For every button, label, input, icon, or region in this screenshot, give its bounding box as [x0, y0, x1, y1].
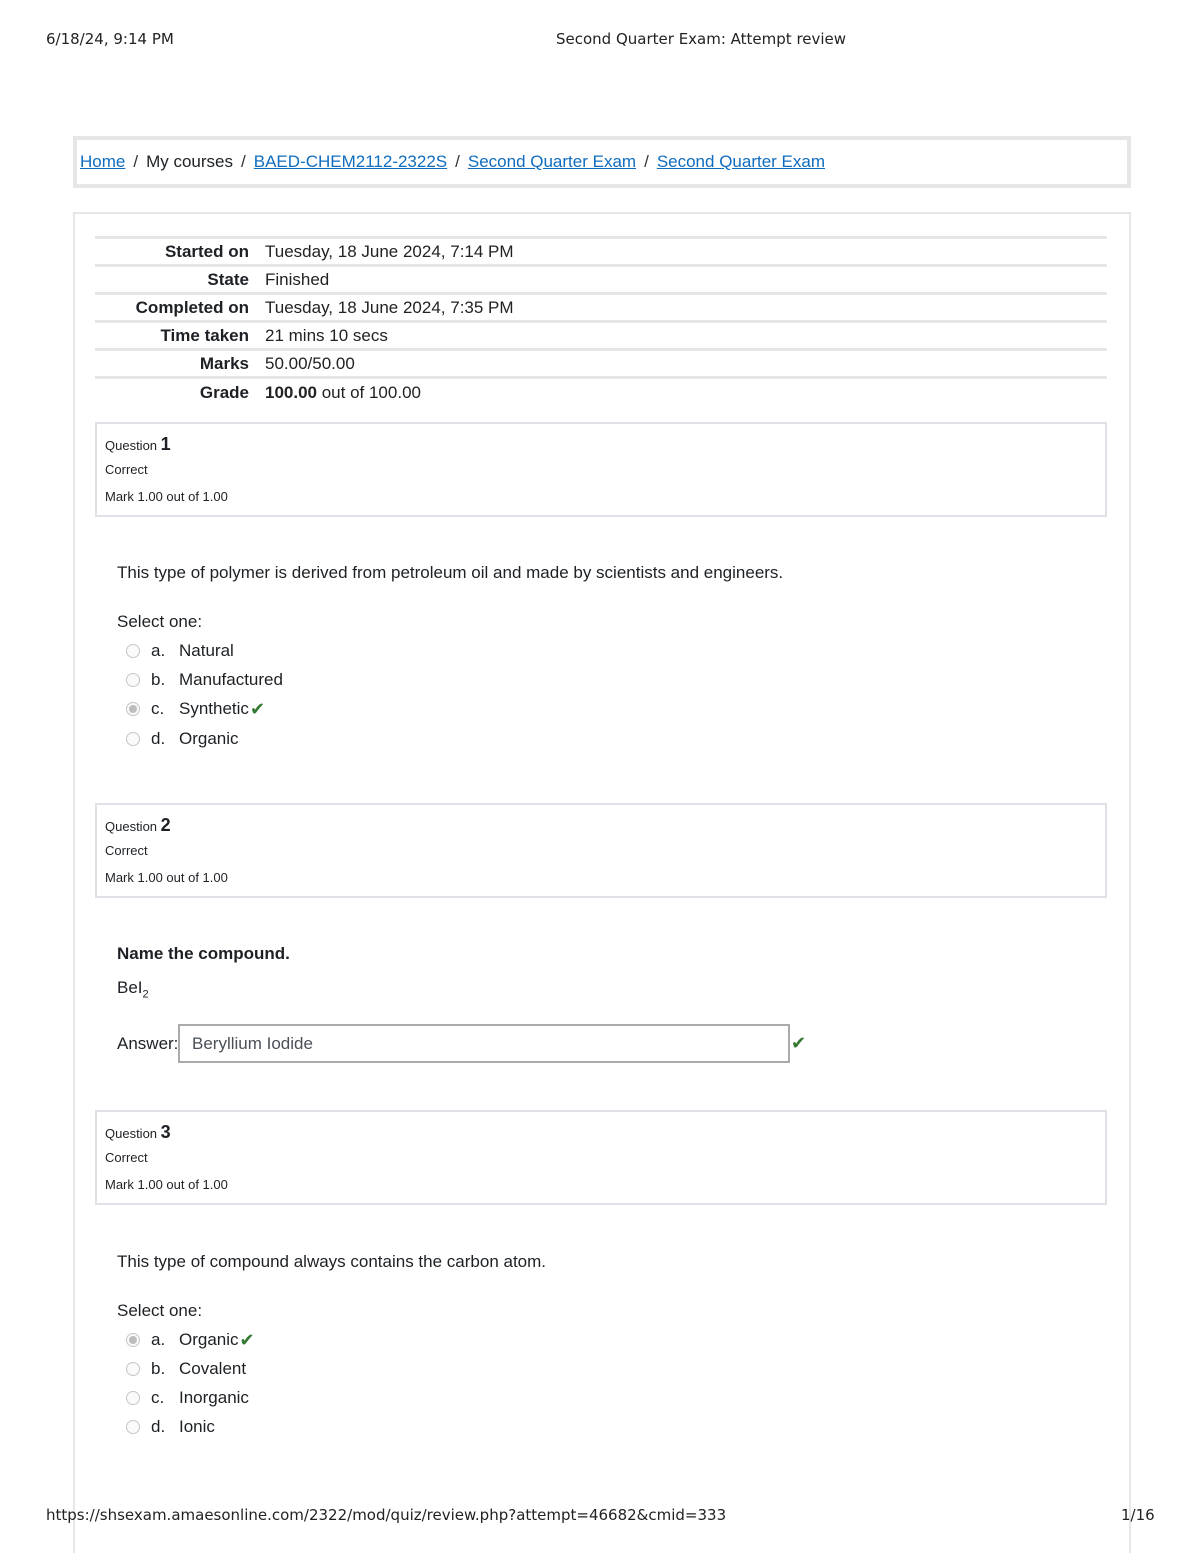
- summary-label: Completed on: [135, 297, 249, 317]
- question-number-value: 3: [160, 1122, 171, 1142]
- radio-button[interactable]: [126, 1391, 140, 1405]
- question-number-value: 1: [160, 434, 171, 454]
- option-letter: b.: [151, 670, 166, 689]
- radio-button[interactable]: [126, 1420, 140, 1434]
- option-text: Organic: [179, 1330, 239, 1349]
- breadcrumb-course-link[interactable]: BAED-CHEM2112-2322S: [253, 152, 448, 171]
- correct-check-icon: ✔: [249, 698, 266, 719]
- answer-option[interactable]: [126, 1416, 215, 1438]
- summary-value: 50.00/50.00: [265, 353, 355, 373]
- print-title: Second Quarter Exam: Attempt review: [556, 30, 847, 48]
- chemical-formula: [117, 978, 149, 1000]
- summary-row-state: [95, 266, 1107, 294]
- breadcrumb-separator: /: [133, 152, 139, 171]
- summary-row-marks: [95, 350, 1107, 378]
- question-text-3: This type of compound always contains the carbon atom.: [117, 1252, 547, 1271]
- select-one-prompt: Select one:: [117, 612, 203, 631]
- question-number-value: 2: [160, 815, 171, 835]
- question-number: [105, 434, 1097, 454]
- grade-out-of: out of 100.00: [317, 383, 421, 403]
- breadcrumb-separator: /: [644, 152, 649, 171]
- option-letter: a.: [151, 1330, 166, 1349]
- answer-option-selected[interactable]: [126, 698, 265, 720]
- page-counter: 1/16: [1121, 1506, 1155, 1524]
- summary-value: Finished: [265, 269, 330, 289]
- radio-button-checked[interactable]: [126, 702, 140, 716]
- option-text: Ionic: [179, 1417, 215, 1436]
- answer-option[interactable]: [126, 1387, 249, 1409]
- formula-main: BeI: [117, 978, 143, 997]
- question-state: Correct: [105, 843, 148, 858]
- summary-row-started: [95, 238, 1107, 266]
- question-label: Question: [105, 438, 158, 453]
- answer-option[interactable]: [126, 1358, 246, 1380]
- radio-button[interactable]: [126, 644, 140, 658]
- summary-row-grade: [95, 378, 1107, 408]
- summary-value: Tuesday, 18 June 2024, 7:14 PM: [265, 241, 514, 261]
- question-grade: Mark 1.00 out of 1.00: [105, 489, 228, 504]
- question-text-1: This type of polymer is derived from petroleum oil and made by scientists and engineers.: [117, 563, 784, 582]
- print-datetime: 6/18/24, 9:14 PM: [46, 30, 174, 48]
- option-letter: c.: [151, 1388, 165, 1407]
- question-info-2: [95, 803, 1107, 898]
- radio-button[interactable]: [126, 1362, 140, 1376]
- option-letter: a.: [151, 641, 166, 660]
- breadcrumb-quiz-link[interactable]: Second Quarter Exam: [656, 152, 826, 171]
- summary-label: Time taken: [160, 325, 249, 345]
- grade-score: 100.00: [265, 383, 317, 403]
- print-url: https://shsexam.amaesonline.com/2322/mod/quiz/review.php?attempt=46682&cmid=333: [46, 1506, 727, 1524]
- summary-label: State: [207, 269, 249, 289]
- option-text: Manufactured: [179, 670, 283, 689]
- breadcrumb: [73, 136, 1131, 188]
- option-text: Covalent: [179, 1359, 247, 1378]
- answer-label: Answer:: [117, 1034, 179, 1053]
- radio-button[interactable]: [126, 732, 140, 746]
- option-letter: d.: [151, 729, 166, 748]
- radio-button-checked[interactable]: [126, 1333, 140, 1347]
- summary-row-time: [95, 322, 1107, 350]
- breadcrumb-separator: /: [241, 152, 246, 171]
- question-number: [105, 815, 1097, 835]
- answer-option[interactable]: [126, 728, 239, 750]
- option-letter: b.: [151, 1359, 166, 1378]
- answer-value: Beryllium Iodide: [192, 1033, 313, 1053]
- question-info-3: [95, 1110, 1107, 1205]
- breadcrumb-section-link[interactable]: Second Quarter Exam: [467, 152, 637, 171]
- option-text: Synthetic: [179, 699, 249, 718]
- option-text: Natural: [179, 641, 234, 660]
- question-label: Question: [105, 1126, 158, 1141]
- summary-value: [257, 378, 1107, 408]
- question-info-1: [95, 422, 1107, 517]
- question-text-2: Name the compound.: [117, 944, 290, 963]
- breadcrumb-separator: /: [455, 152, 460, 171]
- option-letter: d.: [151, 1417, 166, 1436]
- answer-option[interactable]: [126, 640, 234, 662]
- breadcrumb-home-link[interactable]: Home: [80, 152, 126, 171]
- question-label: Question: [105, 819, 158, 834]
- radio-button[interactable]: [126, 673, 140, 687]
- answer-option[interactable]: [126, 669, 283, 691]
- answer-option-selected[interactable]: [126, 1329, 255, 1351]
- answer-input[interactable]: [178, 1024, 790, 1063]
- option-letter: c.: [151, 699, 165, 718]
- select-one-prompt: Select one:: [117, 1301, 203, 1320]
- breadcrumb-my-courses: My courses: [146, 152, 234, 171]
- question-number: [105, 1122, 1097, 1142]
- correct-check-icon: ✔: [239, 1329, 255, 1350]
- question-grade: Mark 1.00 out of 1.00: [105, 1177, 228, 1192]
- question-state: Correct: [105, 1150, 148, 1165]
- summary-row-completed: [95, 294, 1107, 322]
- question-state: Correct: [105, 462, 148, 477]
- summary-label: Grade: [199, 383, 249, 403]
- option-text: Organic: [179, 729, 239, 748]
- correct-check-icon: ✔: [791, 1033, 807, 1053]
- question-grade: Mark 1.00 out of 1.00: [105, 870, 228, 885]
- summary-value: 21 mins 10 secs: [265, 325, 388, 345]
- summary-value: Tuesday, 18 June 2024, 7:35 PM: [265, 297, 514, 317]
- option-text: Inorganic: [179, 1388, 249, 1407]
- print-header: [0, 30, 1200, 50]
- summary-label: Started on: [164, 241, 249, 261]
- attempt-summary-table: [95, 236, 1107, 408]
- formula-subscript: 2: [142, 988, 149, 1001]
- summary-label: Marks: [199, 353, 249, 373]
